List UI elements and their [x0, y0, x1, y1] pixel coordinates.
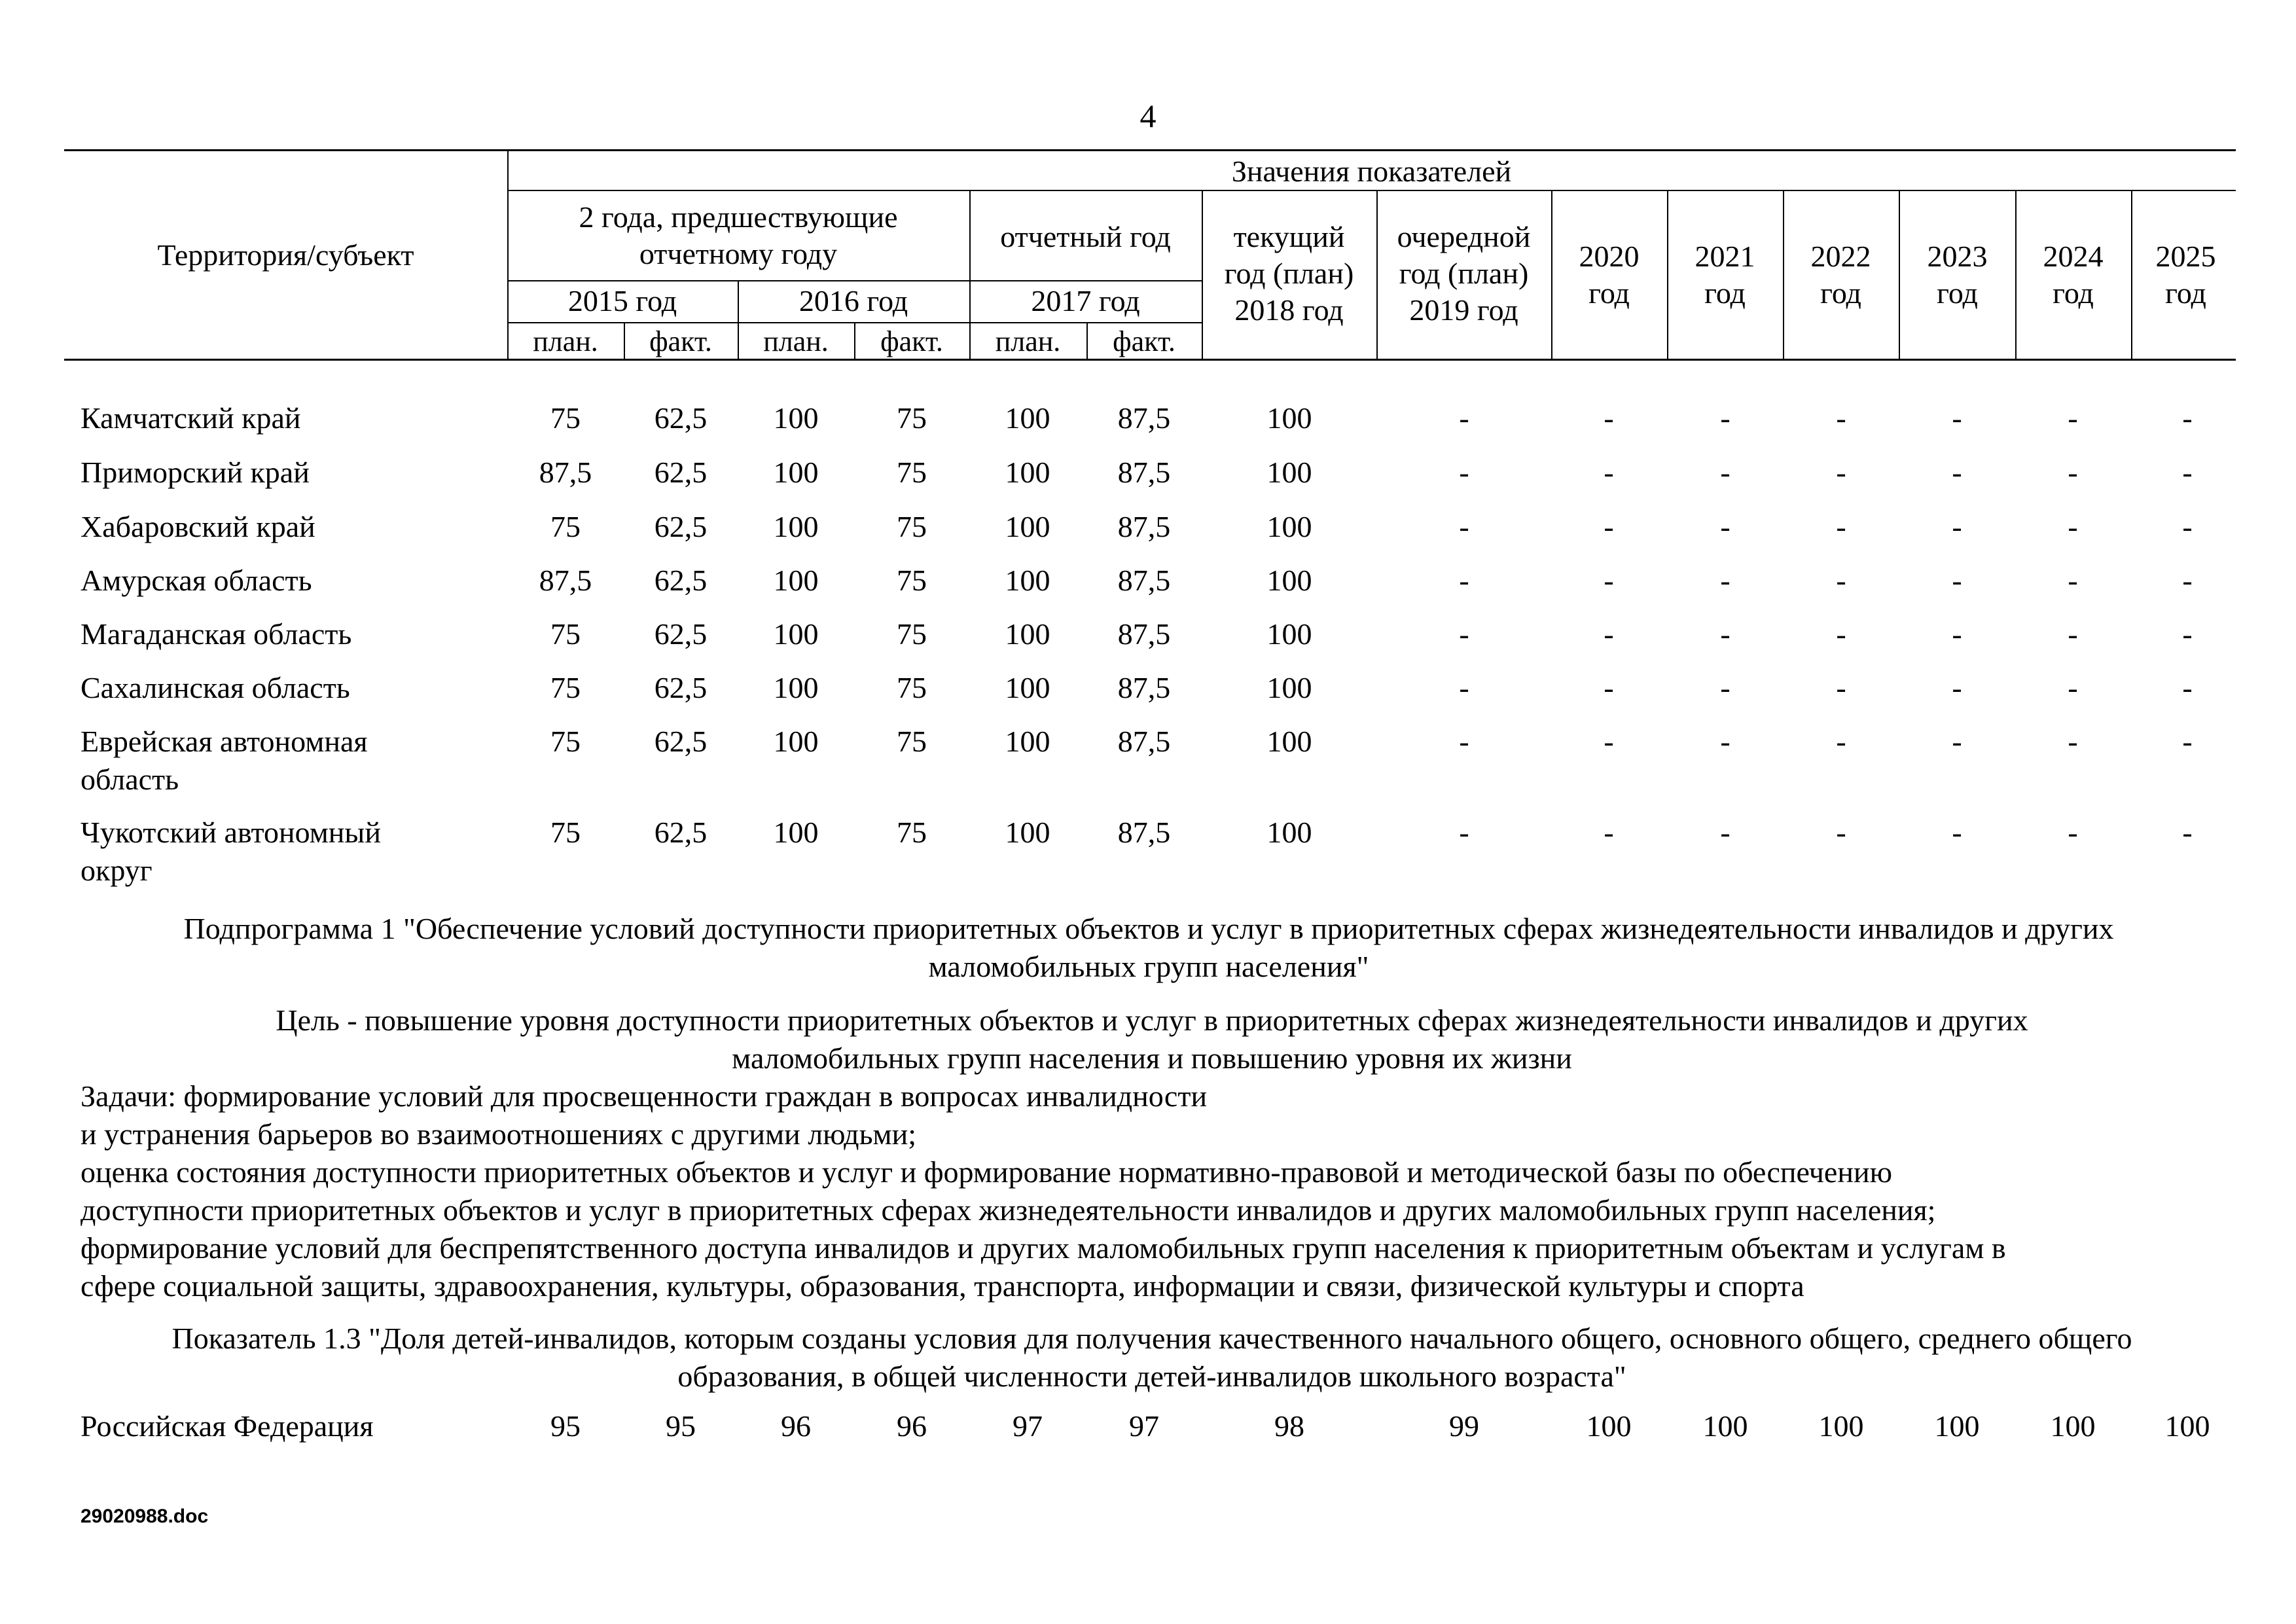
- row-value: -: [1836, 725, 1846, 758]
- row-value: 75: [897, 510, 927, 543]
- row-value: 100: [1266, 671, 1312, 704]
- row-value: -: [2182, 564, 2193, 597]
- header-year-2024: 2024 год: [2043, 240, 2104, 310]
- row-value: -: [1604, 671, 1614, 704]
- row-value: -: [1459, 564, 1469, 597]
- tasks-line-6: сфере социальной защиты, здравоохранения, культуры, образования, транспорта, информации и связи, физической культуры и спорта: [81, 1269, 1804, 1303]
- row-value: 100: [1266, 564, 1312, 597]
- row-value: -: [1604, 816, 1614, 849]
- row-value: 87,5: [539, 564, 592, 597]
- table-row: [0, 562, 2296, 607]
- row-value: 100: [1005, 816, 1050, 849]
- table-row: [0, 399, 2296, 445]
- row-value: 87,5: [1117, 564, 1171, 597]
- row-value: -: [1952, 816, 1962, 849]
- row-name: Амурская область: [81, 564, 312, 597]
- table-row: [0, 508, 2296, 554]
- row-value: -: [2068, 671, 2078, 704]
- row-value: -: [1720, 401, 1731, 435]
- row-value: -: [1952, 401, 1962, 435]
- row-value: 87,5: [539, 456, 592, 489]
- tasks-line-2: и устранения барьеров во взаимоотношениях с другими людьми;: [81, 1117, 917, 1151]
- footer-doc-code: 29020988.doc: [81, 1506, 209, 1527]
- row-value: -: [2182, 401, 2193, 435]
- row-value: 87,5: [1117, 401, 1171, 435]
- header-2016: 2016 год: [798, 284, 908, 317]
- row-value: 75: [897, 816, 927, 849]
- row-value: 96: [897, 1409, 927, 1443]
- row-value: 62,5: [654, 510, 708, 543]
- row-value: 75: [550, 617, 581, 651]
- row-value: 100: [773, 725, 819, 758]
- row-value: -: [2068, 510, 2078, 543]
- tasks-line-3: оценка состояния доступности приоритетных объектов и услуг и формирование нормативно-правовой и методической базы по обеспечению: [81, 1155, 1892, 1189]
- row-value: 62,5: [654, 617, 708, 651]
- row-value: 100: [1005, 564, 1050, 597]
- row-value: 100: [773, 617, 819, 651]
- row-value: -: [1459, 617, 1469, 651]
- header-year-2021: 2021 год: [1695, 240, 1755, 310]
- row-value: -: [2182, 510, 2193, 543]
- row-value: 62,5: [654, 564, 708, 597]
- row-value: 95: [666, 1409, 696, 1443]
- row-value: -: [2182, 671, 2193, 704]
- row-value: 75: [550, 725, 581, 758]
- row-value: 99: [1449, 1409, 1479, 1443]
- header-year-2023: 2023 год: [1927, 240, 1988, 310]
- row-value: 62,5: [654, 456, 708, 489]
- row-value: 75: [550, 401, 581, 435]
- table-row: [0, 814, 2296, 887]
- row-value: -: [1952, 564, 1962, 597]
- row-value: 100: [1266, 510, 1312, 543]
- row-value: -: [1604, 510, 1614, 543]
- row-value: -: [1720, 456, 1731, 489]
- row-value: 100: [1005, 725, 1050, 758]
- row-value: -: [1836, 564, 1846, 597]
- header-plan-2016: план.: [763, 325, 829, 357]
- page-number: 4: [1139, 98, 1157, 134]
- row-value: -: [1459, 816, 1469, 849]
- row-value: -: [1836, 671, 1846, 704]
- row-value: 100: [773, 671, 819, 704]
- row-value: 97: [1129, 1409, 1159, 1443]
- row-value: 100: [1005, 401, 1050, 435]
- header-year-2022: 2022 год: [1810, 240, 1871, 310]
- row-value: 62,5: [654, 401, 708, 435]
- header-fact-2016: факт.: [880, 325, 943, 357]
- row-value: 75: [897, 456, 927, 489]
- row-value: 98: [1274, 1409, 1304, 1443]
- row-value: -: [2068, 401, 2078, 435]
- row-value: 100: [1266, 725, 1312, 758]
- row-name: Сахалинская область: [81, 671, 350, 704]
- row-value: -: [1604, 401, 1614, 435]
- row-value: -: [1720, 671, 1731, 704]
- row-value: -: [1604, 725, 1614, 758]
- row-value: 75: [897, 564, 927, 597]
- row-value: -: [1952, 617, 1962, 651]
- table-row: [0, 454, 2296, 499]
- row-value: 100: [1586, 1409, 1632, 1443]
- row-value: -: [1952, 510, 1962, 543]
- header-values-title: Значения показателей: [1231, 154, 1512, 188]
- row-value: 100: [1818, 1409, 1864, 1443]
- row-value: -: [2068, 456, 2078, 489]
- indicator-title: Показатель 1.3 "Доля детей-инвалидов, которым созданы условия для получения качественного начального общего, основного общего, среднего общего образования, в общей численности детей-инвалидов школьного возраста": [171, 1322, 2132, 1393]
- table-row: [0, 615, 2296, 661]
- row-value: 62,5: [654, 671, 708, 704]
- row-value: -: [1720, 510, 1731, 543]
- row-value: -: [1952, 725, 1962, 758]
- header-territory: Территория/субъект: [157, 238, 414, 272]
- row-value: -: [2068, 564, 2078, 597]
- row-value: -: [1604, 617, 1614, 651]
- table-header: [0, 0, 2296, 367]
- row-value: 75: [550, 816, 581, 849]
- row-name: Еврейская автономная область: [81, 725, 368, 796]
- row-name: Чукотский автономный округ: [81, 816, 381, 887]
- row-value: 100: [773, 510, 819, 543]
- row-value: -: [1459, 456, 1469, 489]
- row-value: 87,5: [1117, 725, 1171, 758]
- row-name: Камчатский край: [81, 401, 301, 435]
- row-value: -: [1836, 816, 1846, 849]
- goal-text: Цель - повышение уровня доступности приоритетных объектов и услуг в приоритетных сферах жизнедеятельности инвалидов и других маломобильных групп населения и повышению уровня их жизни: [276, 1003, 2028, 1075]
- header-two-years: 2 года, предшествующие отчетному году: [579, 200, 898, 270]
- row-value: 75: [897, 617, 927, 651]
- header-year-2025: 2025 год: [2155, 240, 2216, 310]
- header-2017: 2017 год: [1031, 284, 1140, 317]
- header-next-year: очередной год (план) 2019 год: [1397, 220, 1531, 327]
- row-value: 75: [897, 401, 927, 435]
- row-value: -: [1720, 617, 1731, 651]
- row-value: 87,5: [1117, 617, 1171, 651]
- row-value: 100: [1266, 617, 1312, 651]
- row-value: -: [1952, 456, 1962, 489]
- row-value: 100: [773, 564, 819, 597]
- row-name: Хабаровский край: [81, 510, 315, 543]
- subprogram-title: Подпрограмма 1 "Обеспечение условий доступности приоритетных объектов и услуг в приоритетных сферах жизнедеятельности инвалидов и других маломобильных групп населения": [183, 912, 2114, 983]
- header-plan-2017: план.: [995, 325, 1061, 357]
- row-value: -: [2182, 816, 2193, 849]
- row-value: 87,5: [1117, 671, 1171, 704]
- row-value: 62,5: [654, 816, 708, 849]
- row-value: -: [2182, 617, 2193, 651]
- row-value: 100: [773, 816, 819, 849]
- row-value: 97: [1013, 1409, 1043, 1443]
- row-value: 100: [2050, 1409, 2096, 1443]
- row-value: -: [2068, 725, 2078, 758]
- row-name: Российская Федерация: [81, 1409, 374, 1443]
- tasks-line-4: доступности приоритетных объектов и услуг в приоритетных сферах жизнедеятельности инвалидов и других маломобильных групп населения;: [81, 1193, 1936, 1227]
- row-value: 100: [1266, 456, 1312, 489]
- row-value: 95: [550, 1409, 581, 1443]
- row-value: 100: [1702, 1409, 1748, 1443]
- header-current-year: текущий год (план) 2018 год: [1224, 220, 1354, 327]
- header-fact-2015: факт.: [649, 325, 712, 357]
- row-value: 75: [897, 671, 927, 704]
- row-value: -: [2182, 456, 2193, 489]
- row-value: -: [2068, 816, 2078, 849]
- row-value: 100: [1934, 1409, 1980, 1443]
- row-value: 100: [1005, 456, 1050, 489]
- row-value: -: [1836, 617, 1846, 651]
- tasks-line-1: Задачи: формирование условий для просвещенности граждан в вопросах инвалидности: [81, 1079, 1208, 1113]
- row-value: -: [1459, 725, 1469, 758]
- header-2015: 2015 год: [567, 284, 677, 317]
- row-value: -: [1720, 725, 1731, 758]
- row-value: 75: [897, 725, 927, 758]
- row-value: -: [1459, 510, 1469, 543]
- row-value: -: [2068, 617, 2078, 651]
- row-value: 87,5: [1117, 816, 1171, 849]
- row-value: 100: [1266, 401, 1312, 435]
- table-row: [0, 723, 2296, 796]
- row-value: 87,5: [1117, 510, 1171, 543]
- table-row: [0, 1407, 2296, 1453]
- row-value: -: [1604, 564, 1614, 597]
- row-value: 100: [773, 401, 819, 435]
- row-value: -: [1952, 671, 1962, 704]
- row-value: -: [1604, 456, 1614, 489]
- row-value: -: [1720, 564, 1731, 597]
- row-value: -: [1836, 510, 1846, 543]
- row-value: 75: [550, 671, 581, 704]
- header-fact-2017: факт.: [1113, 325, 1175, 357]
- row-value: 100: [1005, 671, 1050, 704]
- row-value: 100: [1005, 510, 1050, 543]
- header-report-year: отчетный год: [1000, 220, 1171, 253]
- header-year-2020: 2020 год: [1579, 240, 1640, 310]
- header-plan-2015: план.: [533, 325, 598, 357]
- row-value: -: [2182, 725, 2193, 758]
- row-value: 100: [1005, 617, 1050, 651]
- row-value: -: [1459, 671, 1469, 704]
- row-value: 87,5: [1117, 456, 1171, 489]
- table-row: [0, 669, 2296, 715]
- row-value: 96: [781, 1409, 811, 1443]
- row-name: Приморский край: [81, 456, 310, 489]
- tasks-line-5: формирование условий для беспрепятственного доступа инвалидов и других маломобильных групп населения к приоритетным объектам и услугам в: [81, 1231, 2006, 1265]
- row-name: Магаданская область: [81, 617, 352, 651]
- row-value: -: [1836, 456, 1846, 489]
- row-value: 100: [2164, 1409, 2210, 1443]
- row-value: 62,5: [654, 725, 708, 758]
- row-value: -: [1720, 816, 1731, 849]
- row-value: -: [1836, 401, 1846, 435]
- row-value: 75: [550, 510, 581, 543]
- row-value: 100: [1266, 816, 1312, 849]
- row-value: -: [1459, 401, 1469, 435]
- row-value: 100: [773, 456, 819, 489]
